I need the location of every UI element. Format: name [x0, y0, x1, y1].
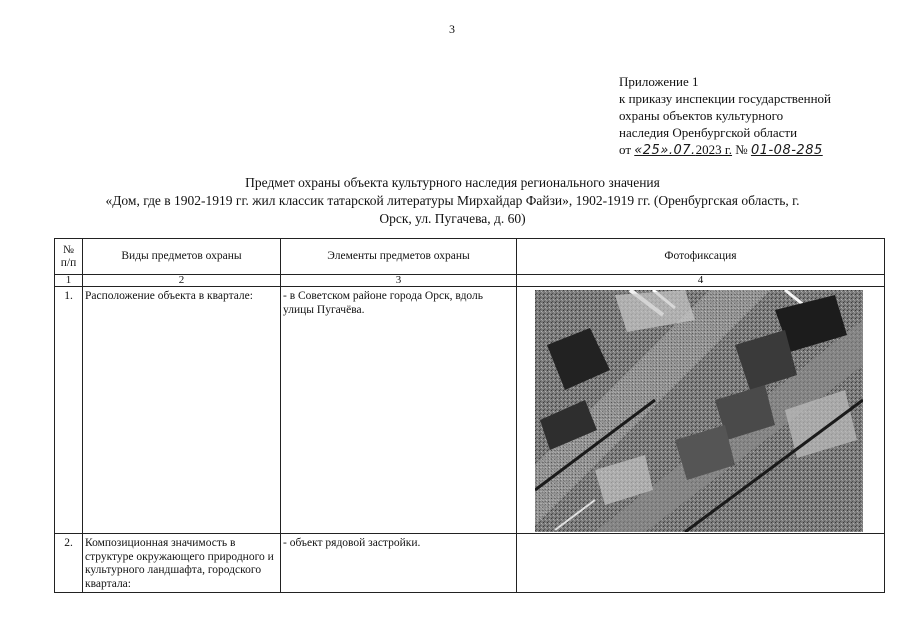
title-line-1: Предмет охраны объекта культурного наследия регионального значения	[245, 175, 660, 190]
row-elements: - объект рядовой застройки.	[281, 534, 517, 593]
appendix-line-4: наследия Оренбургской области	[619, 125, 798, 140]
order-line	[619, 141, 889, 159]
appendix-line-3: охраны объектов культурного	[619, 108, 784, 123]
appendix-line-1: Приложение 1	[619, 74, 699, 89]
column-number: 2	[83, 275, 281, 287]
order-date-handwritten: «25».07.	[634, 143, 696, 158]
table-header-row	[55, 239, 885, 275]
page-number: 3	[449, 22, 455, 36]
column-number: 3	[281, 275, 517, 287]
header-type: Виды предметов охраны	[83, 239, 281, 275]
aerial-photo	[535, 290, 863, 532]
row-number: 1.	[55, 287, 83, 534]
header-elements: Элементы предметов охраны	[281, 239, 517, 275]
column-number: 1	[55, 275, 83, 287]
order-year: 2023 г.	[695, 142, 733, 157]
protection-table	[54, 238, 885, 593]
table-row	[55, 287, 885, 534]
row-photo	[517, 287, 885, 534]
order-number-handwritten: 01-08-285	[750, 143, 823, 158]
row-elements: - в Советском районе города Орск, вдоль улицы Пугачёва.	[281, 287, 517, 534]
title-line-2: «Дом, где в 1902-1919 гг. жил классик татарской литературы Мирхайдар Файзи», 1902-1919 гг. (Оренбургская область, г.	[105, 193, 800, 208]
title-line-3: Орск, ул. Пугачева, д. 60)	[379, 211, 526, 226]
header-num: № п/п	[55, 239, 83, 275]
column-number-row	[55, 275, 885, 287]
row-type: Композиционная значимость в структуре окружающего природного и культурного ландшафта, городского квартала:	[83, 534, 281, 593]
row-photo	[517, 534, 885, 593]
appendix-block	[619, 73, 889, 159]
table-row	[55, 534, 885, 593]
row-number: 2.	[55, 534, 83, 593]
document-title	[30, 174, 875, 228]
appendix-line-2: к приказу инспекции государственной	[619, 91, 831, 106]
row-type: Расположение объекта в квартале:	[83, 287, 281, 534]
order-prefix: от	[619, 142, 635, 157]
header-photo: Фотофиксация	[517, 239, 885, 275]
column-number: 4	[517, 275, 885, 287]
order-number-label: №	[732, 142, 751, 157]
